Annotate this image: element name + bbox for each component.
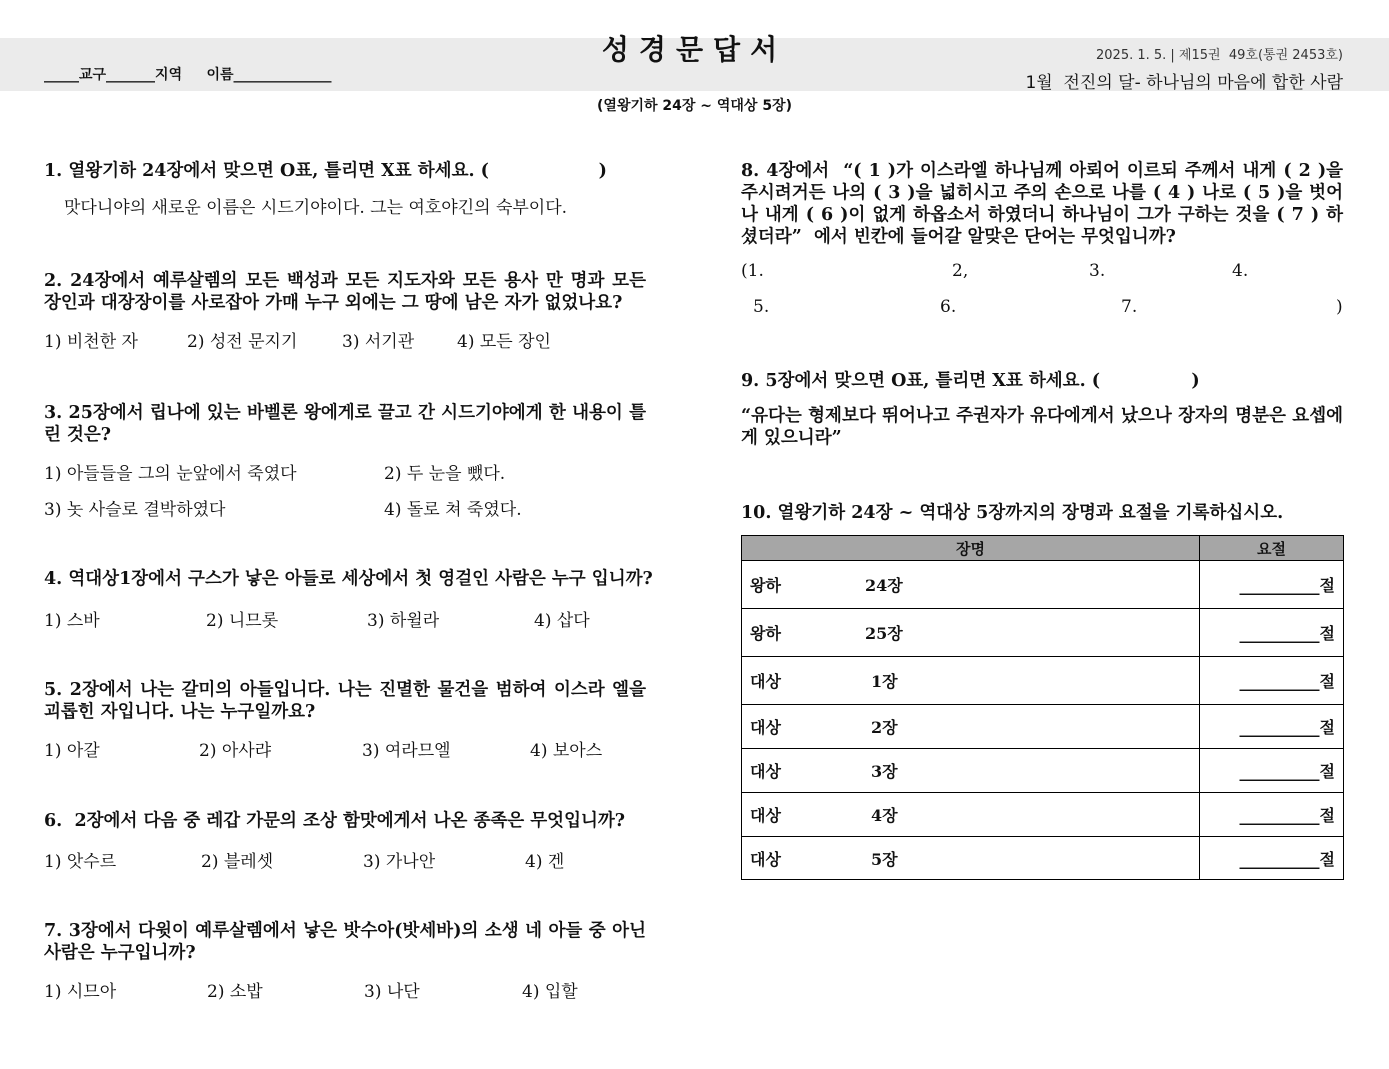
row-chapter: 2장	[871, 718, 898, 737]
question-8-blank-3: 3.	[1089, 261, 1106, 281]
question-6-option-1: 1) 앗수르	[44, 852, 117, 872]
question-8-blank-2: 2,	[952, 261, 969, 281]
question-3-option-3: 3) 놋 사슬로 결박하였다	[44, 500, 226, 520]
table-header-verse: 요절	[1200, 536, 1344, 561]
question-1-title: 1. 열왕기하 24장에서 맞으면 O표, 틀리면 X표 하세요. ( )	[44, 161, 607, 181]
question-4-option-3: 3) 하윌라	[367, 611, 440, 631]
row-book: 왕하	[750, 576, 781, 595]
question-2-option-4: 4) 모든 장인	[457, 332, 551, 352]
question-6-option-3: 3) 가나안	[363, 852, 436, 872]
question-8-title: 8. 4장에서 “( 1 )가 이스라엘 하나님께 아뢰어 이르되 주께서 내게 ( 2 )을 주시려거든 나의 ( 3 )을 넓히시고 주의 손으로 나를 ( 4 ) 나로 ( 5 )을 벗어나 내게 ( 6 )이 없게 하옵소서 하였더니 하나님이 그가 구하는 것을 ( 7 ) 하셨더라” 에서 빈칸에 들어갈 알맞은 단어는 무엇입니까?	[741, 161, 1350, 247]
page-title: 성경문답서	[601, 33, 788, 66]
row-book: 대상	[750, 762, 781, 781]
question-5-option-3: 3) 여라므엘	[362, 741, 451, 761]
table-header-row	[742, 536, 1344, 561]
table-row	[742, 561, 1344, 609]
question-8-blank-4: 4.	[1232, 261, 1249, 281]
question-5-option-4: 4) 보아스	[530, 741, 603, 761]
question-6-title: 6. 2장에서 다음 중 레갑 가문의 조상 함맛에게서 나온 종족은 무엇입니까?	[44, 811, 626, 831]
question-4-option-1: 1) 스바	[44, 611, 100, 631]
question-7-option-1: 1) 시므아	[44, 982, 117, 1002]
question-9-statement: “유다는 형제보다 뛰어나고 주권자가 유다에게서 났으나 장자의 명분은 요셉에게 있으니라”	[741, 406, 1343, 448]
row-book: 대상	[750, 849, 781, 869]
row-verse-blank[interactable]: __________절	[1200, 749, 1344, 793]
question-4-title: 4. 역대상1장에서 구스가 낳은 아들로 세상에서 첫 영걸인 사람은 누구 입니까?	[44, 569, 653, 589]
question-2-option-3: 3) 서기관	[342, 332, 415, 352]
row-chapter: 3장	[871, 762, 898, 781]
question-5-title: 5. 2장에서 나는 갈미의 아들입니다. 나는 진멸한 물건을 범하여 이스라 엘을 괴롭힌 자입니다. 나는 누구일까요?	[44, 680, 646, 722]
question-3-option-4: 4) 돌로 쳐 죽였다.	[384, 500, 522, 520]
table-row	[742, 793, 1344, 837]
question-7-option-3: 3) 나단	[364, 982, 420, 1002]
question-7-title: 7. 3장에서 다윗이 예루살렘에서 낳은 밧수아(밧세바)의 소생 네 아들 중 아닌 사람은 누구입니까?	[44, 921, 646, 963]
question-2-option-1: 1) 비천한 자	[44, 332, 138, 352]
row-book: 대상	[750, 718, 781, 737]
question-6-option-4: 4) 겐	[525, 852, 565, 872]
region-name-line: _____교구_______지역 이름______________	[44, 67, 332, 83]
row-book: 왕하	[750, 624, 781, 643]
question-8-close-paren: )	[1336, 297, 1343, 317]
question-1-statement: 맛다니야의 새로운 이름은 시드기야이다. 그는 여호야긴의 숙부이다.	[64, 198, 568, 218]
row-chapter: 24장	[865, 576, 903, 595]
question-4-option-4: 4) 삽다	[534, 611, 590, 631]
row-book: 대상	[750, 806, 781, 825]
question-5-option-1: 1) 아갈	[44, 741, 100, 761]
row-verse-blank[interactable]: __________절	[1200, 609, 1344, 657]
table-row	[742, 705, 1344, 749]
table-row	[742, 749, 1344, 793]
question-9-title: 9. 5장에서 맞으면 O표, 틀리면 X표 하세요. ( )	[741, 371, 1200, 391]
question-8-blank-6: 6.	[940, 297, 957, 317]
question-4-option-2: 2) 니므롯	[206, 611, 279, 631]
issue-info: 2025. 1. 5. | 제15권 49호(통권 2453호)	[1096, 48, 1343, 63]
question-6-option-2: 2) 블레셋	[201, 852, 274, 872]
row-verse-blank[interactable]: __________절	[1200, 561, 1344, 609]
question-5-option-2: 2) 아사랴	[199, 741, 272, 761]
question-7-option-4: 4) 입할	[522, 982, 578, 1002]
question-2-option-2: 2) 성전 문지기	[187, 332, 298, 352]
scripture-range: (열왕기하 24장 ~ 역대상 5장)	[597, 98, 792, 114]
question-3-title: 3. 25장에서 립나에 있는 바벨론 왕에게로 끌고 간 시드기야에게 한 내용이 틀린 것은?	[44, 403, 646, 445]
question-3-option-1: 1) 아들들을 그의 눈앞에서 죽였다	[44, 464, 297, 484]
question-7-option-2: 2) 소밥	[207, 982, 263, 1002]
table-row	[742, 837, 1344, 880]
row-chapter: 5장	[871, 849, 898, 869]
row-chapter: 25장	[865, 624, 903, 643]
row-verse-blank[interactable]: __________절	[1200, 793, 1344, 837]
row-chapter: 1장	[871, 672, 898, 691]
question-2-title: 2. 24장에서 예루살렘의 모든 백성과 모든 지도자와 모든 용사 만 명과 모든 장인과 대장장이를 사로잡아 가매 누구 외에는 그 땅에 남은 자가 없었나요?	[44, 271, 646, 313]
row-verse-blank[interactable]: __________절	[1200, 657, 1344, 705]
question-3-option-2: 2) 두 눈을 뺐다.	[384, 464, 506, 484]
question-10-title: 10. 열왕기하 24장 ~ 역대상 5장까지의 장명과 요절을 기록하십시오.	[741, 503, 1284, 523]
table-header-chapter: 장명	[742, 536, 1200, 561]
row-book: 대상	[750, 672, 781, 691]
row-verse-blank[interactable]: __________절	[1200, 837, 1344, 880]
table-row	[742, 657, 1344, 705]
monthly-theme: 1월 전진의 달- 하나님의 마음에 합한 사람	[1025, 73, 1343, 93]
row-verse-blank[interactable]: __________절	[1200, 705, 1344, 749]
question-8-blank-1: (1.	[741, 261, 764, 281]
chapter-verse-table	[741, 535, 1344, 880]
question-8-blank-5: 5.	[753, 297, 770, 317]
table-row	[742, 609, 1344, 657]
row-chapter: 4장	[871, 806, 898, 825]
question-8-blank-7: 7.	[1121, 297, 1138, 317]
